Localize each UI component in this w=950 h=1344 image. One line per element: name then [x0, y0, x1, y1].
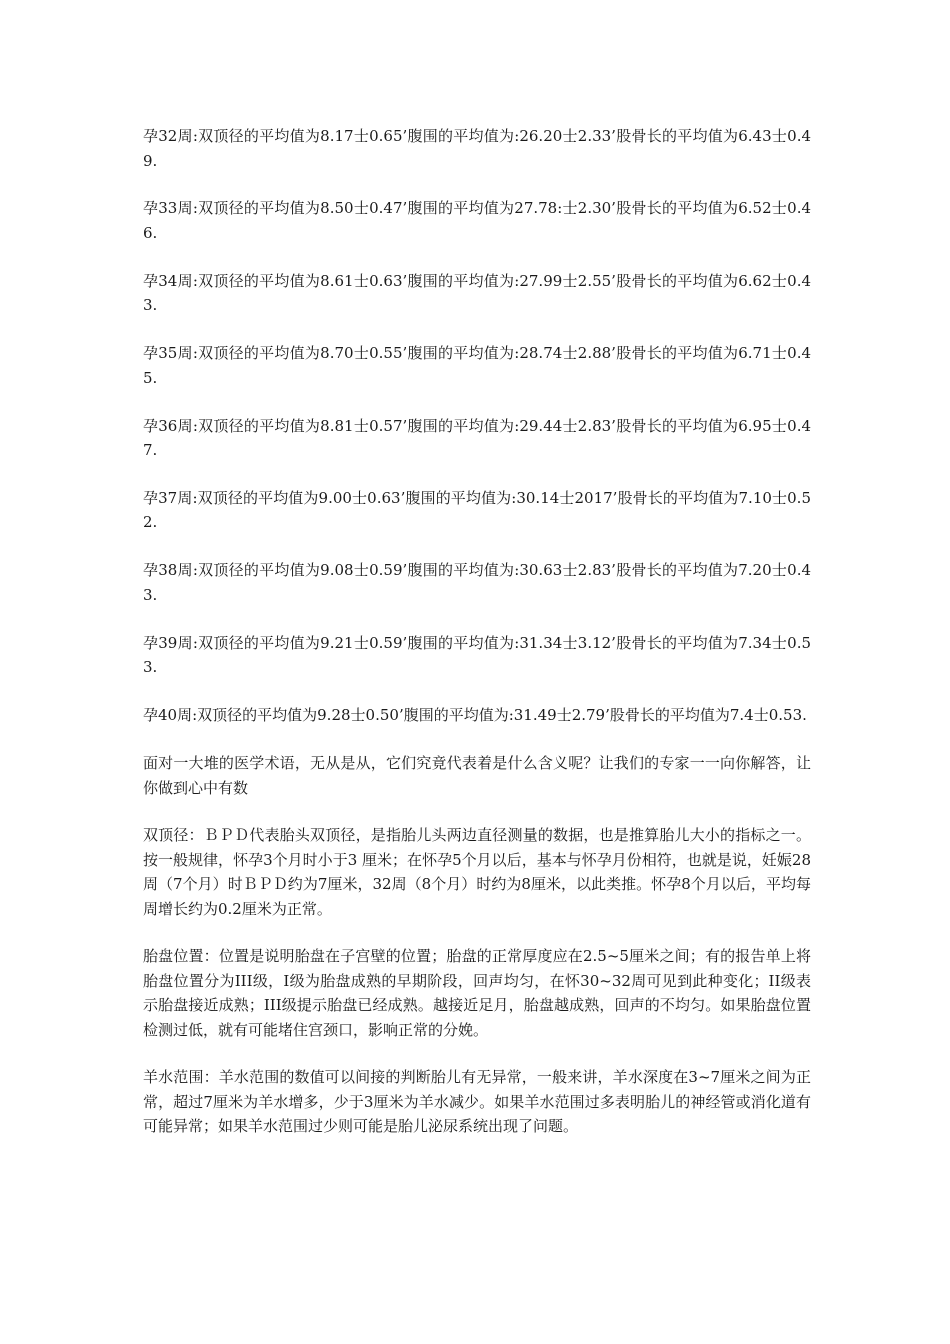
- intro-paragraph: 面对一大堆的医学术语，无从是从，它们究竟代表着是什么含义呢？让我们的专家一一向你解答，让你做到心中有数: [143, 754, 811, 797]
- bpd-definition: 双顶径：ＢＰＤ代表胎头双顶径，是指胎儿头两边直径测量的数据，也是推算胎儿大小的指标之一。按一般规律，怀孕3个月时小于3 厘米；在怀孕5个月以后，基本与怀孕月份相符，也就是说，妊娠28周（7个月）时ＢＰＤ约为7厘米，32周（8个月）时约为8厘米，以此类推。怀孕8个月以后，平均每周增长约为0.2厘米为正常。: [143, 826, 811, 918]
- week-40-stats: 孕40周:双顶径的平均值为9.28士0.50’腹围的平均值为:31.49士2.79’股骨长的平均值为7.4士0.53.: [143, 706, 807, 725]
- amniotic-definition: 羊水范围：羊水范围的数值可以间接的判断胎儿有无异常，一般来讲，羊水深度在3~7厘米之间为正常，超过7厘米为羊水增多，少于3厘米为羊水减少。如果羊水范围过多表明胎儿的神经管或消化道有可能异常；如果羊水范围过少则可能是胎儿泌尿系统出现了问题。: [143, 1068, 811, 1136]
- placenta-definition: 胎盘位置：位置是说明胎盘在子宫壁的位置；胎盘的正常厚度应在2.5~5厘米之间；有的报告单上将胎盘位置分为III级，I级为胎盘成熟的早期阶段，回声均匀，在怀30~32周可见到此种变化；II级表示胎盘接近成熟；III级提示胎盘已经成熟。越接近足月，胎盘越成熟，回声的不均匀。如果胎盘位置检测过低，就有可能堵住宫颈口，影响正常的分娩。: [143, 947, 811, 1039]
- week-32-stats: 孕32周:双顶径的平均值为8.17士0.65’腹围的平均值为:26.20士2.33’股骨长的平均值为6.43士0.49.: [143, 127, 811, 170]
- week-35-stats: 孕35周:双顶径的平均值为8.70士0.55’腹围的平均值为:28.74士2.88’股骨长的平均值为6.71士0.45.: [143, 344, 811, 387]
- week-38-stats: 孕38周:双顶径的平均值为9.08士0.59’腹围的平均值为:30.63士2.83’股骨长的平均值为7.20士0.43.: [143, 561, 811, 604]
- week-36-stats: 孕36周:双顶径的平均值为8.81士0.57’腹围的平均值为:29.44士2.83’股骨长的平均值为6.95士0.47.: [143, 416, 811, 460]
- document-body: [143, 124, 811, 1162]
- week-37-stats: 孕37周:双顶径的平均值为9.00士0.63’腹围的平均值为:30.14士2017’股骨长的平均值为7.10士0.52.: [143, 488, 811, 532]
- week-34-stats: 孕34周:双顶径的平均值为8.61士0.63’腹围的平均值为:27.99士2.55’股骨长的平均值为6.62士0.43.: [143, 271, 811, 315]
- week-33-stats: 孕33周:双顶径的平均值为8.50士0.47’腹围的平均值为27.78:士2.30’股骨长的平均值为6.52士0.46.: [143, 199, 811, 242]
- week-39-stats: 孕39周:双顶径的平均值为9.21士0.59’腹围的平均值为:31.34士3.12’股骨长的平均值为7.34士0.53.: [143, 633, 811, 677]
